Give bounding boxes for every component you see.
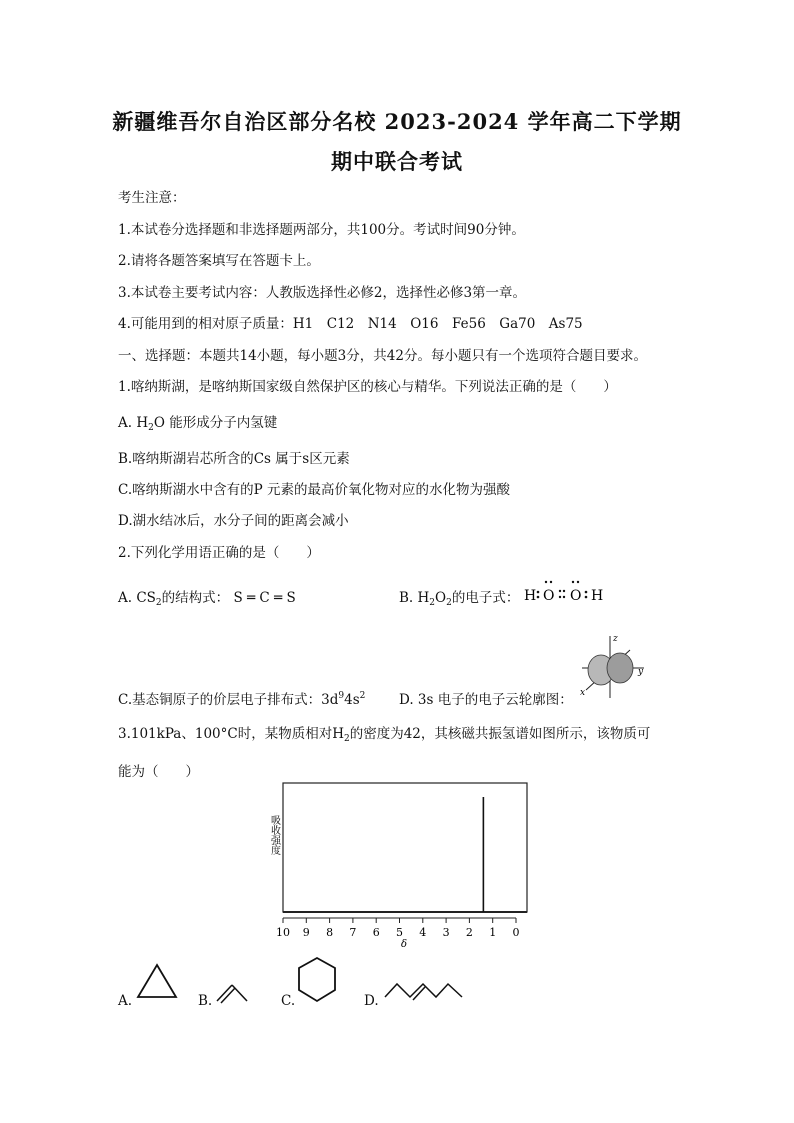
q2-option-c: C.基态铜原子的价层电子排布式：$3d^94s^2$ [118, 691, 366, 708]
nmr-x-tick-label: 0 [512, 926, 520, 939]
q2-option-b: B. $H_2O_2$的电子式： [399, 590, 520, 608]
electron-cloud-figure [572, 632, 650, 704]
q1-option-c: C.喀纳斯湖水中含有的P 元素的最高价氧化物对应的水化物为强酸 [118, 482, 511, 498]
cyclohexane-structure [294, 955, 340, 1005]
nmr-plot-frame [283, 783, 527, 912]
nmr-x-tick-label: 1 [489, 926, 497, 939]
q2-stem: 2.下列化学用语正确的是（ ） [118, 545, 320, 561]
q3-stem: 3.101kPa、100°C时，某物质相对$H_2$的密度为42，其核磁共振氢谱如图所示，该物质可 [118, 726, 651, 744]
q2-option-a: A. $CS_2$的结构式： S ═ C ═ S [118, 590, 296, 608]
nmr-x-tick-label: 2 [465, 926, 473, 939]
cs2-structural-formula: S ═ C ═ S [233, 590, 296, 606]
nmr-x-tick-label: 10 [276, 926, 290, 939]
q3-option-b-label: B. [198, 993, 213, 1009]
nmr-x-tick-label: 7 [349, 926, 357, 939]
svg-text:z: z [613, 634, 618, 644]
q3-option-a-label: A. [118, 993, 133, 1009]
q1-option-d: D.湖水结冰后，水分子间的距离会减小 [118, 513, 349, 529]
q2-option-d: D. 3s 电子的电子云轮廓图： [399, 692, 573, 708]
nmr-x-tick-label: 9 [302, 926, 310, 939]
svg-text:H: H [524, 588, 537, 604]
nmr-x-tick-label: 3 [442, 926, 450, 939]
nmr-x-tick-label: 6 [372, 926, 380, 939]
q1-option-b: B.喀纳斯湖岩芯所含的Cs 属于s区元素 [118, 451, 350, 467]
nmr-y-axis-label: 吸收强度 [268, 815, 280, 855]
cyclopropane-structure [134, 961, 180, 1001]
q3-option-c-label: C. [281, 993, 296, 1009]
q3-option-d-label: D. [364, 993, 379, 1009]
exam-title-line1: 新疆维吾尔自治区部分名校 2023-2024 学年高二下学期 [112, 109, 682, 134]
q1-option-a: A. $H_2O$ 能形成分子内氢键 [118, 415, 278, 433]
section-heading: 一、选择题：本题共14小题，每小题3分，共42分。每小题只有一个选项符合题目要求。 [118, 348, 647, 364]
h2o2-electron-formula [520, 576, 610, 606]
notice-1: 1.本试卷分选择题和非选择题两部分，共100分。考试时间90分钟。 [118, 222, 525, 238]
svg-text:O: O [543, 588, 555, 604]
svg-text:H: H [591, 588, 604, 604]
notice-2: 2.请将各题答案填写在答题卡上。 [118, 253, 320, 269]
nmr-x-tick-label: 4 [419, 926, 427, 939]
propene-structure [214, 977, 250, 1005]
nmr-x-tick-label: 8 [326, 926, 334, 939]
exam-title-line2: 期中联合考试 [331, 149, 463, 174]
hexene-structure [382, 975, 466, 1005]
nmr-x-axis-label: δ [400, 939, 408, 950]
notice-heading: 考生注意： [118, 190, 186, 206]
notice-3: 3.本试卷主要考试内容：人教版选择性必修2，选择性必修3第一章。 [118, 285, 527, 301]
q3-stem-line2: 能为（ ） [118, 764, 199, 780]
svg-text:y: y [638, 667, 644, 677]
svg-text:x: x [580, 688, 586, 698]
notice-4: 4.可能用到的相对原子质量：H1 C12 N14 O16 Fe56 Ga70 As75 [118, 316, 583, 332]
svg-text:O: O [570, 588, 582, 604]
nmr-x-tick-label: 5 [396, 926, 403, 939]
q1-stem: 1.喀纳斯湖，是喀纳斯国家级自然保护区的核心与精华。下列说法正确的是（ ） [118, 379, 617, 395]
nmr-spectrum-chart [258, 775, 538, 955]
